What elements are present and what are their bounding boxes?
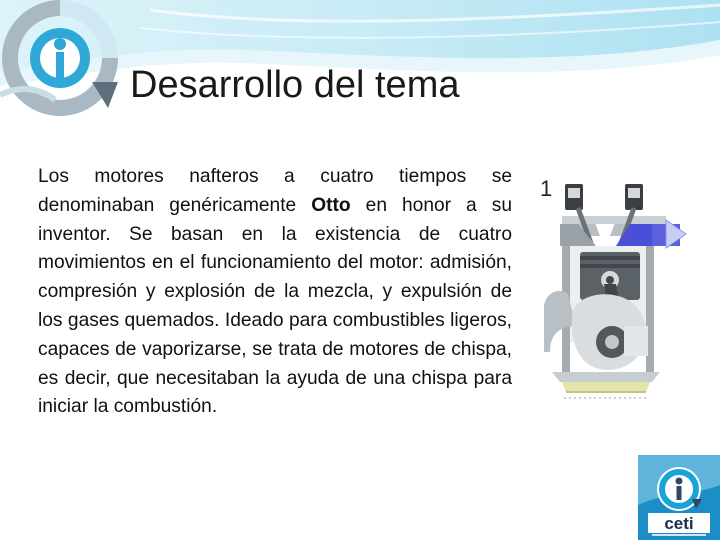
engine-cutaway-image (538, 176, 688, 408)
slide-number: 1 (540, 176, 553, 201)
slide-title: Desarrollo del tema (130, 64, 460, 106)
ceti-logo-wordmark: ceti (664, 514, 694, 533)
body-text-start: Los motores nafteros a cuatro tiempos se denominaban genéricamente (38, 166, 512, 216)
body-text-end: en honor a su inventor. Se basan en la existencia de cuatro movimientos en el funcionamiento del motor: admisión, compresión y explosión de la mezcla, y expulsión de los gases quemados. Ideado para combustibles ligeros, capaces de vaporizarse, se trata de motores de chispa, es decir, que necesitaban la ayuda de una chispa para iniciar la combustión. (38, 194, 512, 418)
body-text-bold-name: Otto (311, 194, 351, 216)
ceti-logo (638, 455, 720, 540)
institution-logo (0, 0, 130, 120)
body-paragraph (38, 163, 512, 422)
